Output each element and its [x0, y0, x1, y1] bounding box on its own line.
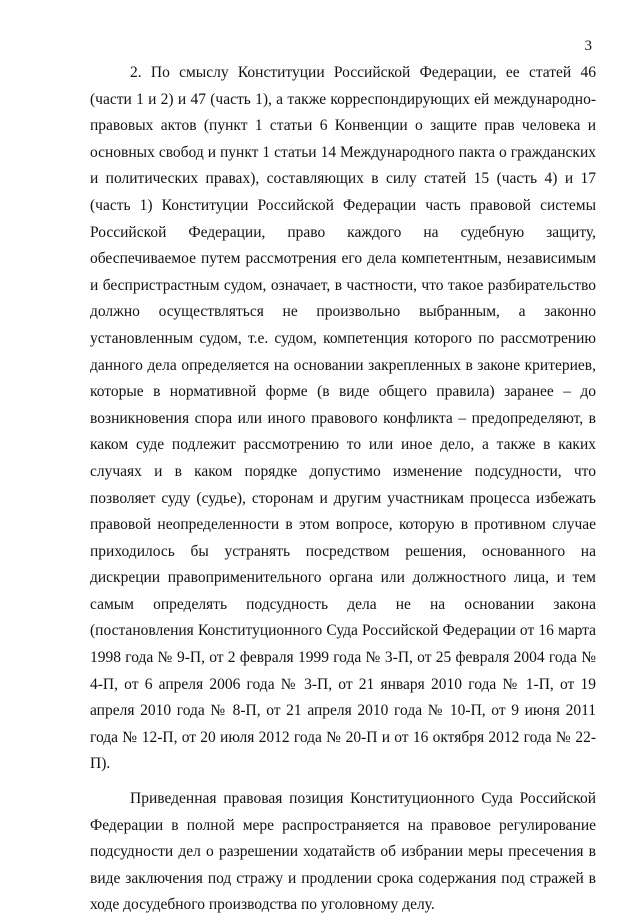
- paragraph-constitutional-interpretation: 2. По смыслу Конституции Российской Федерации, ее статей 46 (части 1 и 2) и 47 (часть 1), а также корреспондирующих ей международно-правовых актов (пункт 1 статьи 6 Конвенции о защите прав человека и основных свобод и пункт 1 статьи 14 Международного пакта о гражданских и политических правах), составляющих в силу статей 15 (часть 4) и 17 (часть 1) Конституции Российской Федерации часть правовой системы Российской Федерации, право каждого на судебную защиту, обеспечиваемое путем рассмотрения его дела компетентным, независимым и беспристрастным судом, означает, в частности, что такое разбирательство должно осуществляться не произвольно выбранным, а законно установленным судом, т.е. судом, компетенция которого по рассмотрению данного дела определяется на основании закрепленных в законе критериев, которые в нормативной форме (в виде общего правила) заранее – до возникновения спора или иного правового конфликта – предопределяют, в каком суде подлежит рассмотрению то или иное дело, а также в каких случаях и в каком порядке допустимо изменение подсудности, что позволяет суду (судье), сторонам и другим участникам процесса избежать правовой неопределенности в этом вопросе, которую в противном случае приходилось бы устранять посредством решения, основанного на дискреции правоприменительного органа или должностного лица, и тем самым определять подсудность дела не на основании закона (постановления Конституционного Суда Российской Федерации от 16 марта 1998 года № 9-П, от 2 февраля 1999 года № 3-П, от 25 февраля 2004 года № 4-П, от 6 апреля 2006 года № 3-П, от 21 января 2010 года № 1-П, от 19 апреля 2010 года № 8-П, от 21 апреля 2010 года № 10-П, от 9 июня 2011 года № 12-П, от 20 июля 2012 года № 20-П и от 16 октября 2012 года № 22-П).: [90, 64, 596, 773]
- page-number: 3: [584, 38, 592, 54]
- document-body: [90, 60, 596, 919]
- paragraph-legal-position: Приведенная правовая позиция Конституционного Суда Российской Федерации в полной мере распространяется на правовое регулирование подсудности дел о разрешении ходатайств об избрании меры пресечения в виде заключения под стражу и продлении срока содержания под стражей в ходе досудебного производства по уголовному делу.: [90, 790, 596, 914]
